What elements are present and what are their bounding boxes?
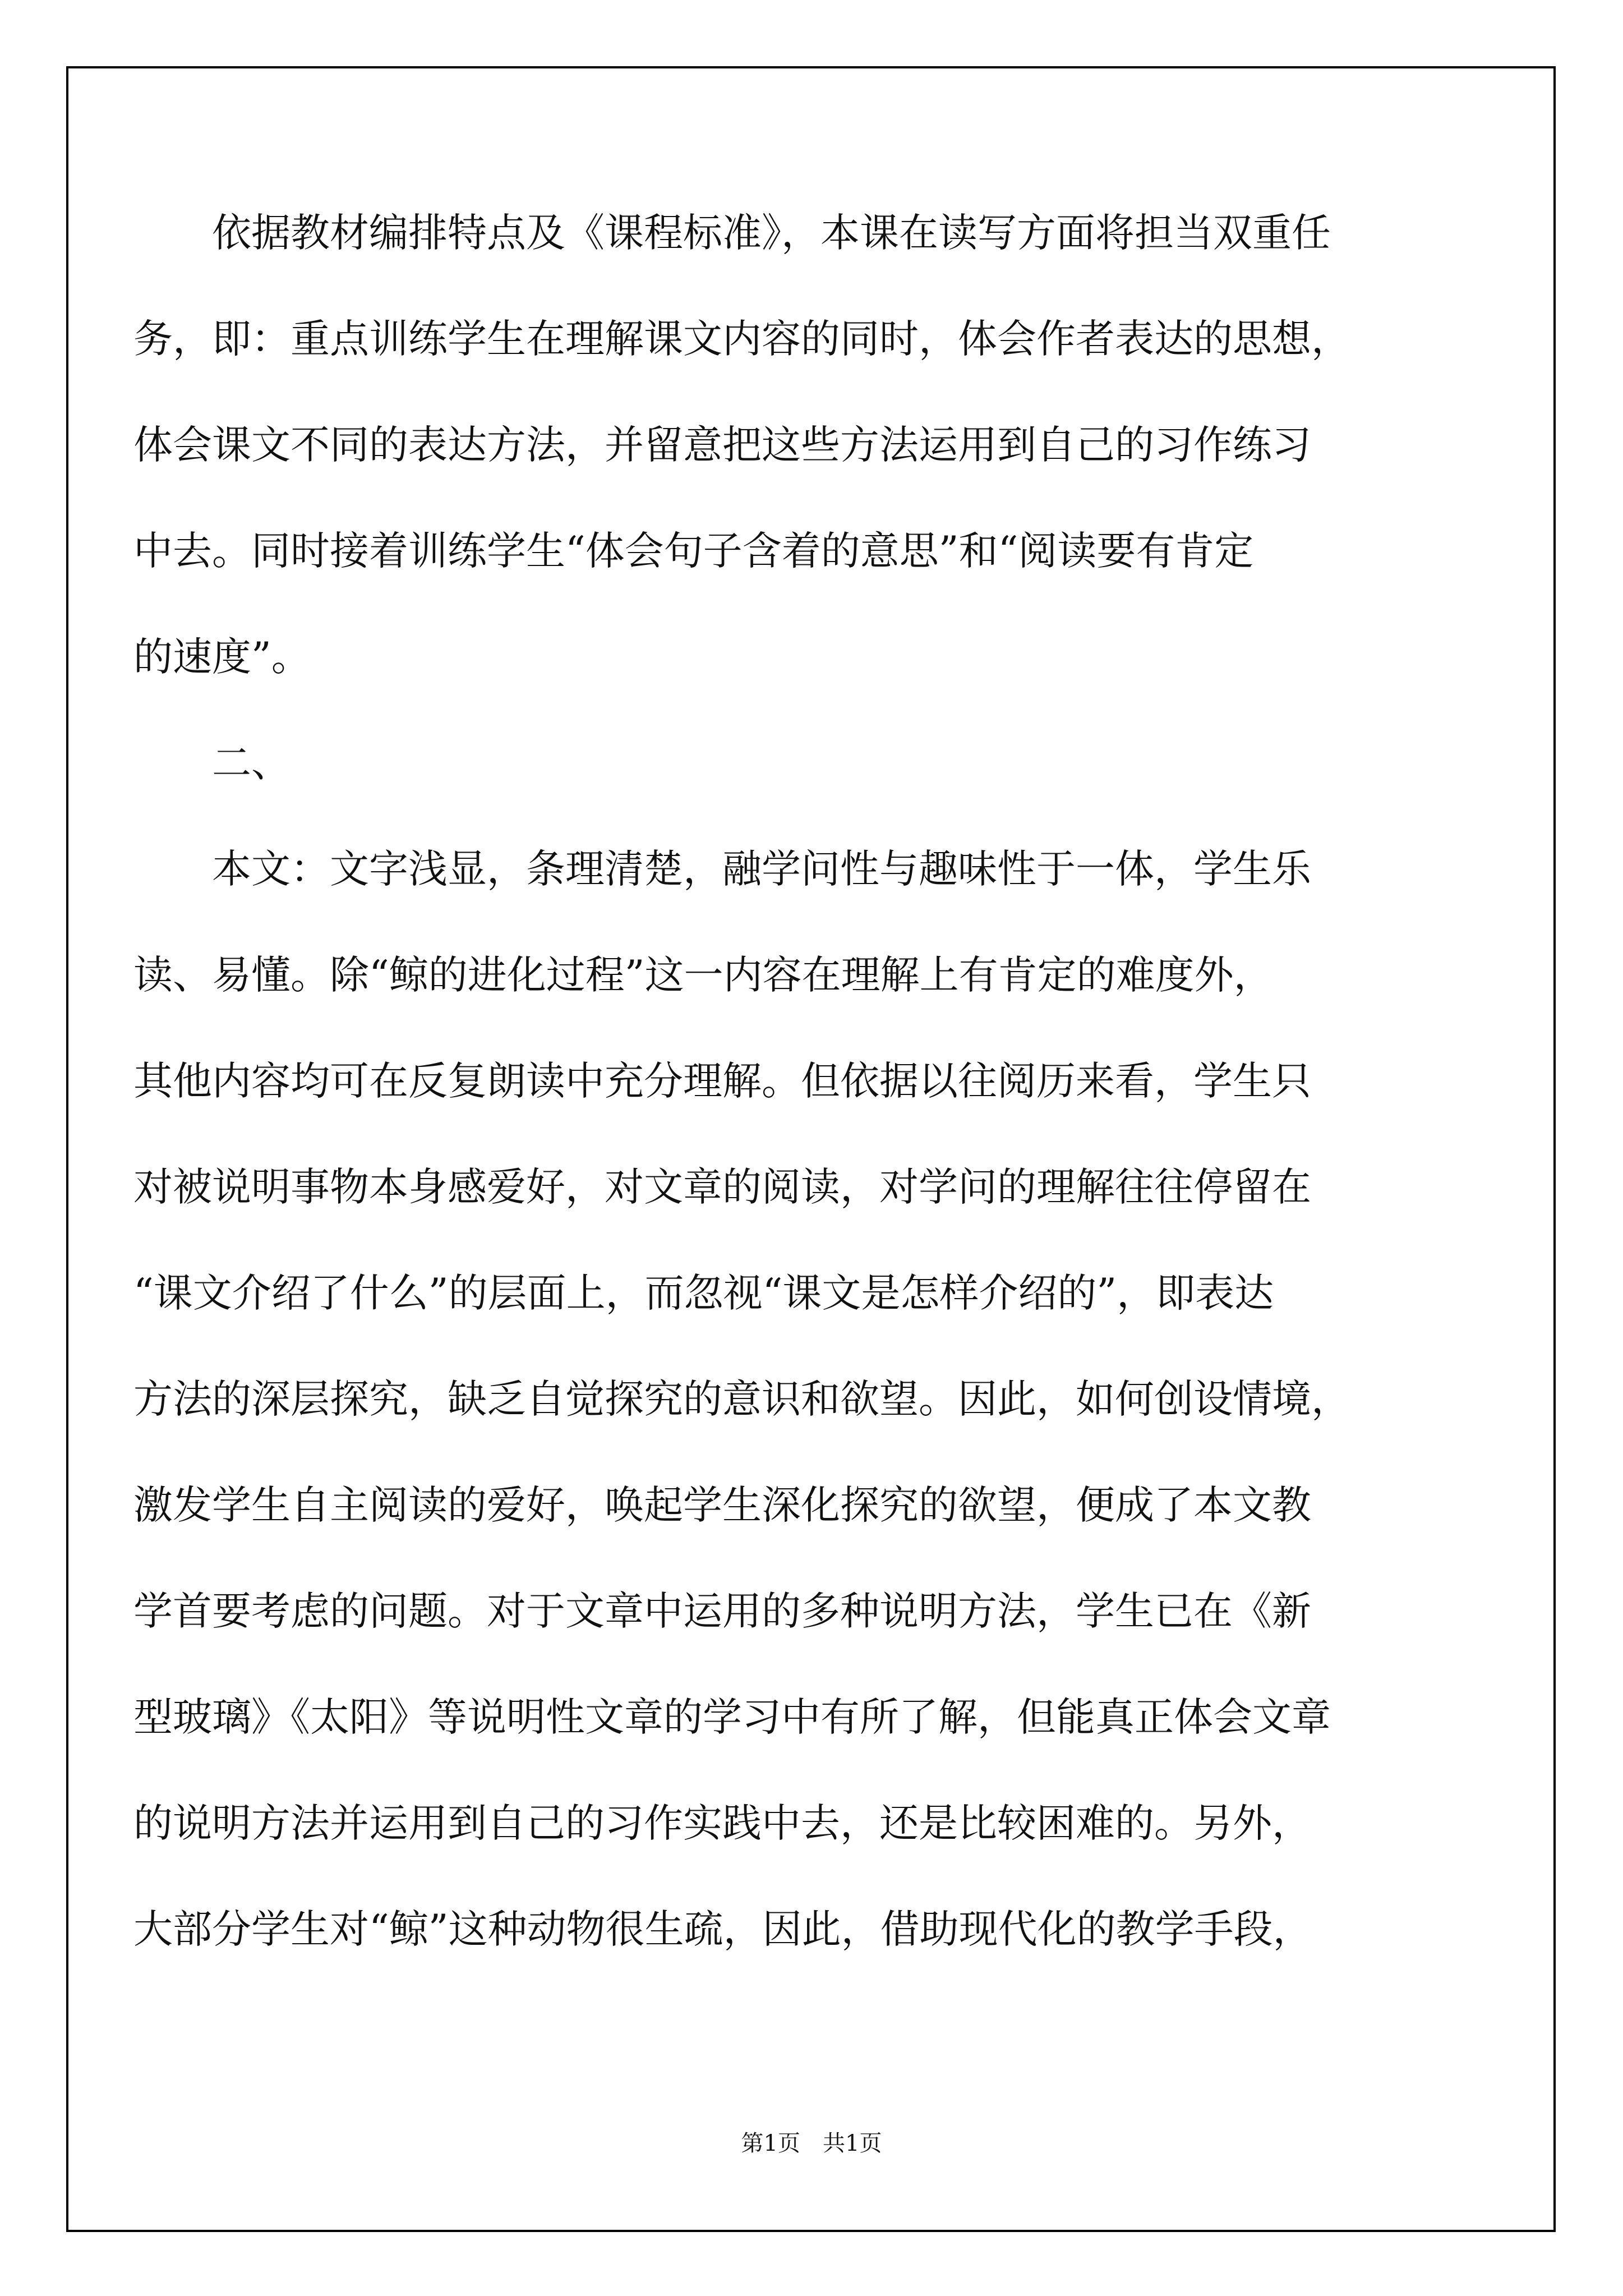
- text-line: 的速度”。: [133, 634, 311, 680]
- text-line: 务，即：重点训练学生在理解课文内容的同时，体会作者表达的思想，: [133, 316, 1350, 362]
- text-line: 对被说明事物本身感爱好，对文章的阅读，对学问的理解往往停留在: [133, 1164, 1311, 1210]
- section-heading: 二、: [133, 740, 291, 786]
- text-line: 其他内容均可在反复朗读中充分理解。但依据以往阅历来看，学生只: [133, 1058, 1311, 1104]
- text-line: 依据教材编排特点及《课程标准》，本课在读写方面将担当双重任: [133, 210, 1331, 256]
- text-line: 读、易懂。除“鲸的进化过程”这一内容在理解上有肯定的难度外，: [133, 952, 1273, 998]
- text-line: 大部分学生对“鲸”这种动物很生疏，因此，借助现代化的教学手段，: [133, 1906, 1312, 1952]
- page-footer: [0, 2129, 1623, 2157]
- page-total: 共1页: [823, 2131, 882, 2156]
- text-line: 体会课文不同的表达方法，并留意把这些方法运用到自己的习作练习: [133, 422, 1311, 468]
- text-line: “课文介绍了什么”的层面上，而忽视“课文是怎样介绍的”，即表达: [133, 1270, 1274, 1316]
- page-number: 第1页: [741, 2131, 800, 2156]
- text-line: 型玻璃》《太阳》等说明性文章的学习中有所了解，但能真正体会文章: [133, 1694, 1331, 1740]
- text-line: 的说明方法并运用到自己的习作实践中去，还是比较困难的。另外，: [133, 1800, 1311, 1846]
- text-line: 激发学生自主阅读的爱好，唤起学生深化探究的欲望，便成了本文教: [133, 1482, 1311, 1528]
- text-line: 中去。同时接着训练学生“体会句子含着的意思”和“阅读要有肯定: [133, 528, 1254, 574]
- text-line: 本文：文字浅显，条理清楚，融学问性与趣味性于一体，学生乐: [133, 846, 1311, 892]
- text-line: 学首要考虑的问题。对于文章中运用的多种说明方法，学生已在《新: [133, 1588, 1311, 1634]
- text-line: 方法的深层探究，缺乏自觉探究的意识和欲望。因此，如何创设情境，: [133, 1376, 1350, 1422]
